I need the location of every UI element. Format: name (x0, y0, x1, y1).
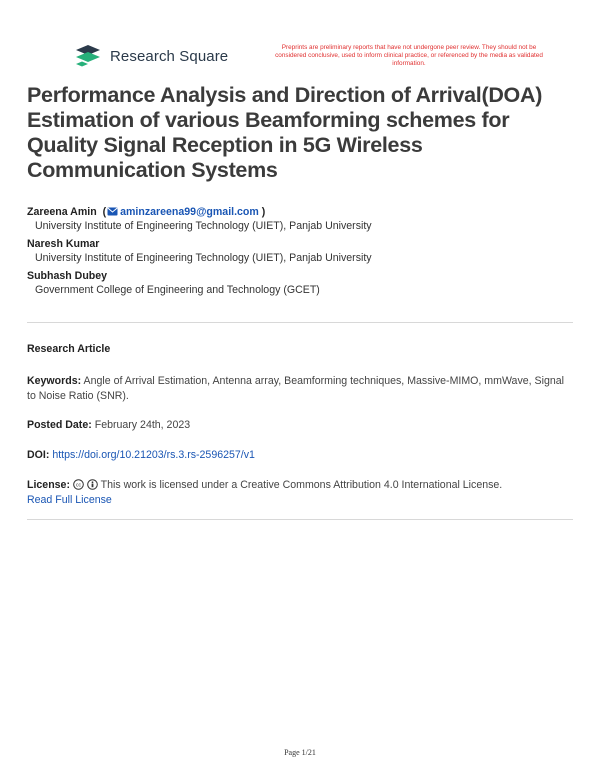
creative-commons-icon (73, 479, 84, 490)
mail-icon (107, 207, 118, 216)
doi-label: DOI: (27, 449, 50, 461)
license-text: This work is licensed under a Creative Commons Attribution 4.0 International License. (100, 479, 503, 491)
research-square-logo-icon (74, 44, 104, 68)
doi-link[interactable]: https://doi.org/10.21203/rs.3.rs-2596257/v1 (52, 449, 255, 461)
attribution-icon (87, 479, 98, 490)
author-affiliation: University Institute of Engineering Technology (UIET), Panjab University (35, 220, 372, 232)
author-email-wrapper: ( aminzareena99@gmail.com ) (99, 206, 266, 218)
research-square-logo[interactable] (74, 44, 228, 68)
logo-research: Research (110, 47, 175, 65)
posted-date-value: February 24th, 2023 (94, 419, 191, 431)
logo-square: Square (179, 47, 229, 65)
license-label: License: (27, 479, 70, 491)
page-number: Page 1/21 (284, 748, 316, 757)
author-affiliation: Government College of Engineering and Technology (GCET) (35, 284, 320, 296)
author-2-name: Naresh Kumar (27, 238, 100, 250)
keywords-label: Keywords: (27, 375, 82, 387)
read-full-license-link[interactable]: Read Full License (27, 494, 112, 506)
author-affiliation: University Institute of Engineering Technology (UIET), Panjab University (35, 252, 372, 264)
preprint-disclaimer: Preprints are preliminary reports that have not undergone peer review. They should not be considered conclusive, used to inform clinical practice, or referenced by the media as validated information. (275, 44, 543, 67)
posted-date-label: Posted Date: (27, 419, 92, 431)
author-name: Zareena Amin (27, 206, 97, 218)
svg-text:cc: cc (75, 482, 81, 489)
license (27, 478, 573, 508)
keywords-value: Angle of Arrival Estimation, Antenna array, Beamforming techniques, Massive-MIMO, mmWave, Signal to Noise Ratio (SNR). (27, 375, 564, 402)
author-3-name: Subhash Dubey (27, 270, 108, 282)
doi (27, 448, 573, 463)
article-type: Research Article (27, 343, 111, 355)
keywords (27, 374, 573, 404)
paper-title: Performance Analysis and Direction of Arrival(DOA) Estimation of various Beamforming schemes for Quality Signal Reception in 5G Wireless Communication Systems (27, 83, 543, 182)
logo-wordmark (110, 48, 228, 65)
posted-date (27, 418, 573, 433)
divider (27, 322, 573, 323)
author-email-link[interactable]: aminzareena99@gmail.com (120, 206, 259, 218)
author-list (27, 205, 573, 301)
divider (27, 519, 573, 520)
author-1 (27, 205, 573, 219)
